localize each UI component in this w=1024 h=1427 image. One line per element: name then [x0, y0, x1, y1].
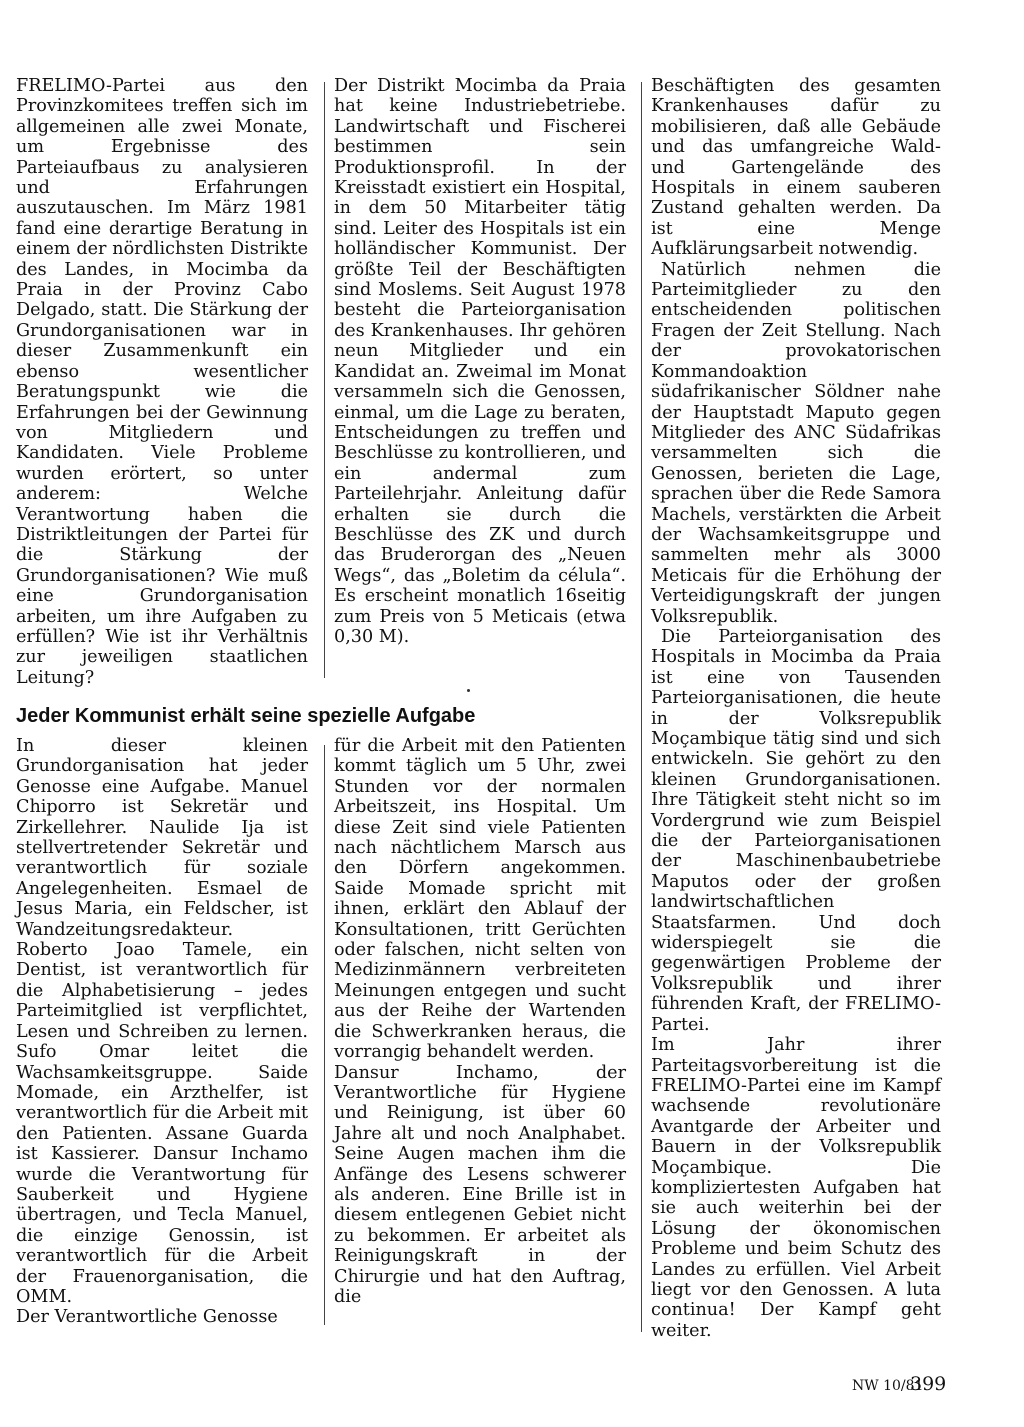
paragraph: Der Verantwortliche Genosse — [16, 1307, 278, 1328]
column-divider — [641, 82, 642, 1332]
right-column — [651, 76, 941, 1341]
column-divider — [324, 82, 325, 678]
column-divider — [324, 745, 325, 1325]
bottom-column-1 — [16, 736, 308, 1328]
section-heading: Jeder Kommunist erhält seine spezielle Aufgabe — [16, 705, 476, 727]
issue-label: NW 10/81 — [852, 1378, 924, 1394]
page-number: 399 — [910, 1373, 947, 1395]
paragraph: Der Distrikt Mocimba da Praia hat keine Industriebetriebe. Landwirtschaft und Fischerei bestimmen sein Produktionsprofil. In der Kreisstadt existiert ein Hospital, in dem 50 Mitarbeiter tätig sind. Leiter des Hospitals ist ein holländischer Kommunist. Der größte Teil der Beschäftigten sind Moslems. Seit August 1978 besteht die Parteiorganisation des Krankenhauses. Ihr gehören neun Mitglieder und ein Kandidat an. Zweimal im Monat versammeln sich die Genossen, einmal, um die Lage zu beraten, Entscheidungen zu treffen und Beschlüsse zu kontrollieren, und ein andermal zum Parteilehrjahr. Anleitung dafür erhalten sie durch die Beschlüsse des ZK und durch das Bruderorgan des „Neuen Wegs“, das „Boletim da célula“. Es erscheint monatlich 16seitig zum Preis von 5 Meticais (etwa 0,30 M). — [334, 76, 626, 647]
paragraph: Natürlich nehmen die Parteimitglieder zu den entscheidenden politischen Fragen der Zeit Stellung. Nach der provokatorischen Kommandoaktion südafrikanischer Söldner nahe der Hauptstadt Maputo gegen Mitglieder des ANC Südafrikas versammelten sich die Genossen, berieten die Lage, sprachen über die Rede Samora Machels, verstärkten die Arbeit der Wachsamkeitsgruppe und sammelten mehr als 3000 Meticais für die Erhöhung der Verteidigungskraft der jungen Volksrepublik. — [651, 259, 941, 627]
bottom-column-2 — [334, 736, 626, 1307]
paragraph: Dansur Inchamo, der Verantwortliche für Hygiene und Reinigung, ist über 60 Jahre alt und noch Analphabet. Seine Augen machen ihm die Anfänge des Lesens schwerer als anderen. Eine Brille ist in diesem entlegenen Gebiet nicht zu bekommen. Er arbeitet als Reinigungskraft in der Chirurgie und hat den Auftrag, die — [334, 1062, 626, 1307]
paragraph: Im Jahr ihrer Parteitagsvorbereitung ist die FRELIMO-Partei eine im Kampf wachsende revolutionäre Avantgarde der Arbeiter und Bauern in der Volksrepublik Moçambique. Die kompliziertesten Aufgaben hat sie auch weiterhin bei der Lösung der ökonomischen Probleme und beim Schutz des Landes zu erfüllen. Viel Arbeit liegt vor den Genossen. A luta continua! Der Kampf geht weiter. — [651, 1035, 941, 1341]
paragraph: Die Parteiorganisation des Hospitals in Mocimba da Praia ist eine von Tausenden Parteiorganisationen, die heute in der Volksrepublik Moçambique tätig sind und sich entwickeln. Sie gehört zu den kleinen Grundorganisationen. Ihre Tätigkeit steht nicht so im Vordergrund wie zum Beispiel die der Parteiorganisationen der Maschinenbaubetriebe Maputos oder der großen landwirtschaftlichen Staatsfarmen. Und doch widerspiegelt sie die gegenwärtigen Probleme der Volksrepublik und ihrer führenden Kraft, der FRELIMO-Partei. — [651, 626, 941, 1035]
paragraph: FRELIMO-Partei aus den Provinzkomitees treffen sich im allgemeinen alle zwei Monate, um Ergebnisse des Parteiaufbaus zu analysieren und Erfahrungen auszutauschen. Im März 1981 fand eine derartige Beratung in einem der nördlichsten Distrikte des Landes, in Mocimba da Praia in der Provinz Cabo Delgado, statt. Die Stärkung der Grundorganisationen war in dieser Zusammenkunft ein ebenso wesentlicher Beratungspunkt wie die Erfahrungen bei der Gewinnung von Mitgliedern und Kandidaten. Viele Probleme wurden erörtert, so unter anderem: Welche Verantwortung haben die Distriktleitungen der Partei für die Stärkung der Grundorganisationen? Wie muß eine Grundorganisation arbeiten, um ihre Aufgaben zu erfüllen? Wie ist ihr Verhältnis zur jeweiligen staatlichen Leitung? — [16, 76, 308, 688]
paragraph: Beschäftigten des gesamten Krankenhauses dafür zu mobilisieren, daß alle Gebäude und das umfangreiche Wald- und Gartengelände des Hospitals in einem sauberen Zustand gehalten werden. Da ist eine Menge Aufklärungsarbeit notwendig. — [651, 76, 941, 260]
top-column-2 — [334, 76, 626, 647]
paragraph: für die Arbeit mit den Patienten kommt täglich um 5 Uhr, zwei Stunden vor der normalen Arbeitszeit, ins Hospital. Um diese Zeit sind viele Patienten nach nächtlichem Marsch aus den Dörfern angekommen. Saide Momade spricht mit ihnen, erklärt den Ablauf der Konsultationen, tritt Gerüchten oder falschen, nicht selten von Medizinmännern verbreiteten Meinungen entgegen und sucht aus der Reihe der Wartenden die Schwerkranken heraus, die vorrangig behandelt werden. — [334, 736, 626, 1063]
paragraph: In dieser kleinen Grundorganisation hat jeder Genosse eine Aufgabe. Manuel Chiporro ist Sekretär und Zirkellehrer. Naulide Ija ist stellvertretender Sekretär und verantwortlich für soziale Angelegenheiten. Esmael de Jesus Maria, ein Feldscher, ist Wandzeitungsredakteur. Roberto Joao Tamele, ein Dentist, ist verantwortlich für die Alphabetisierung – jedes Parteimitglied ist verpflichtet, Lesen und Schreiben zu lernen. Sufo Omar leitet die Wachsamkeitsgruppe. Saide Momade, ein Arzthelfer, ist verantwortlich für die Arbeit mit den Patienten. Assane Guarda ist Kassierer. Dansur Inchamo wurde die Verantwortung für Sauberkeit und Hygiene übertragen, und Tecla Manuel, die einzige Genossin, ist verantwortlich für die Arbeit der Frauenorganisation, die OMM. — [16, 736, 309, 1307]
ornament-dot — [467, 689, 470, 692]
top-column-1 — [16, 76, 308, 688]
